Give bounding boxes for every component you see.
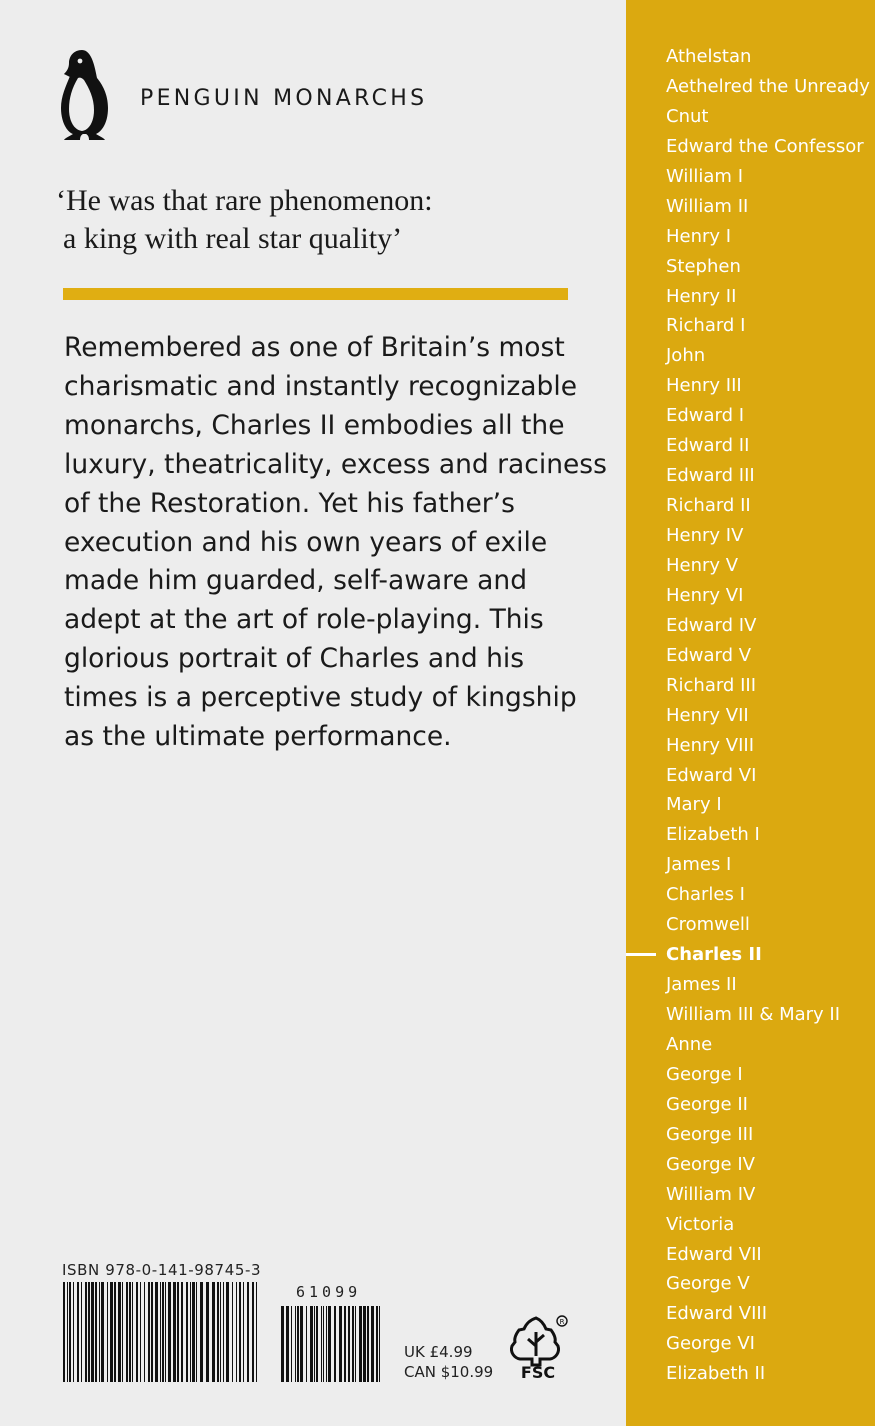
monarch-list-item: Henry VIII bbox=[666, 734, 755, 756]
monarch-list-item: George IV bbox=[666, 1153, 755, 1175]
monarch-list-item: Edward VI bbox=[666, 764, 757, 786]
monarch-list-item: Edward IV bbox=[666, 614, 757, 636]
monarch-list-item: Charles II bbox=[666, 944, 762, 966]
blurb-line: of the Restoration. Yet his father’s bbox=[64, 487, 515, 519]
monarch-list-item: Edward the Confessor bbox=[666, 135, 864, 157]
monarch-list-item: Henry VII bbox=[666, 704, 749, 726]
monarch-list-item: Henry I bbox=[666, 225, 732, 247]
fsc-label: FSC bbox=[520, 1363, 556, 1382]
price-can: CAN $10.99 bbox=[404, 1363, 494, 1381]
monarch-list-item: Edward II bbox=[666, 435, 750, 457]
monarch-list-item: Elizabeth I bbox=[666, 824, 760, 846]
series-title: PENGUIN MONARCHS bbox=[140, 86, 428, 111]
price-block bbox=[404, 1342, 493, 1382]
monarch-list-item: Aethelred the Unready bbox=[666, 75, 870, 97]
monarch-list-item: Henry VI bbox=[666, 584, 744, 606]
monarch-list-item: Victoria bbox=[666, 1213, 735, 1235]
blurb-line: execution and his own years of exile bbox=[64, 526, 548, 558]
addon-code: 61099 bbox=[296, 1283, 362, 1301]
monarch-list-item: James II bbox=[666, 974, 737, 996]
monarch-list-item: Edward I bbox=[666, 405, 745, 427]
monarch-list-item: George VI bbox=[666, 1333, 755, 1355]
monarch-list-item: Richard I bbox=[666, 315, 746, 337]
monarch-list-item: Elizabeth II bbox=[666, 1363, 766, 1385]
monarch-list-item: Anne bbox=[666, 1033, 713, 1055]
monarch-list-item: William I bbox=[666, 165, 744, 187]
monarch-list-item: Richard III bbox=[666, 674, 756, 696]
divider-rule bbox=[63, 288, 568, 300]
monarch-list-item: Henry III bbox=[666, 375, 742, 397]
blurb-line: charismatic and instantly recognizable bbox=[64, 370, 578, 402]
monarch-list-item: Edward V bbox=[666, 644, 752, 666]
blurb-line: as the ultimate performance. bbox=[64, 721, 452, 753]
monarch-list-item: Mary I bbox=[666, 794, 722, 816]
monarch-sidebar bbox=[626, 0, 875, 1426]
price-uk: UK £4.99 bbox=[404, 1343, 473, 1361]
monarch-list-item: Edward VIII bbox=[666, 1303, 768, 1325]
blurb-line: made him guarded, self-aware and bbox=[64, 565, 528, 597]
monarch-list-item: Edward VII bbox=[666, 1243, 762, 1265]
blurb-line: adept at the art of role-playing. This bbox=[64, 604, 544, 636]
blurb-line: glorious portrait of Charles and his bbox=[64, 643, 525, 675]
pull-quote bbox=[56, 182, 576, 258]
monarch-list-item: Henry II bbox=[666, 285, 737, 307]
monarch-list-item: George III bbox=[666, 1123, 754, 1145]
blurb-line: Remembered as one of Britain’s most bbox=[64, 332, 565, 363]
blurb-line: monarchs, Charles II embodies all the bbox=[64, 409, 565, 441]
monarch-list-item: William IV bbox=[666, 1183, 756, 1205]
blurb-line: times is a perceptive study of kingship bbox=[64, 682, 577, 714]
monarch-list-item: George II bbox=[666, 1093, 748, 1115]
isbn-text: ISBN 978-0-141-98745-3 bbox=[62, 1261, 262, 1279]
current-monarch-marker bbox=[626, 953, 656, 956]
monarch-list-item: William III & Mary II bbox=[666, 1004, 841, 1025]
monarch-list-item: Richard II bbox=[666, 495, 751, 517]
monarch-list-item: Athelstan bbox=[666, 46, 752, 67]
barcode-icon bbox=[63, 1282, 261, 1382]
quote-line: a king with real star quality’ bbox=[63, 222, 403, 255]
monarch-list-item: Edward III bbox=[666, 465, 755, 487]
monarch-list bbox=[666, 44, 870, 1391]
blurb-line: luxury, theatricality, excess and raciness bbox=[64, 448, 607, 480]
monarch-list-item: John bbox=[666, 345, 706, 367]
monarch-list-item: Stephen bbox=[666, 255, 741, 277]
monarch-list-item: Cromwell bbox=[666, 914, 750, 936]
penguin-logo-icon bbox=[56, 46, 112, 142]
monarch-list-item: George V bbox=[666, 1273, 750, 1295]
blurb-text bbox=[64, 329, 607, 757]
monarch-list-item: Cnut bbox=[666, 105, 709, 127]
monarch-list-item: William II bbox=[666, 195, 749, 217]
svg-text:R: R bbox=[559, 1318, 565, 1326]
quote-line: ‘He was that rare phenomenon: bbox=[56, 184, 433, 217]
addon-barcode-icon bbox=[281, 1306, 382, 1382]
monarch-list-item: James I bbox=[666, 854, 732, 876]
fsc-logo-icon bbox=[506, 1312, 570, 1384]
monarch-list-item: Henry IV bbox=[666, 525, 744, 546]
monarch-list-item: George I bbox=[666, 1063, 743, 1085]
monarch-list-item: Charles I bbox=[666, 884, 745, 906]
monarch-list-item: Henry V bbox=[666, 554, 739, 576]
